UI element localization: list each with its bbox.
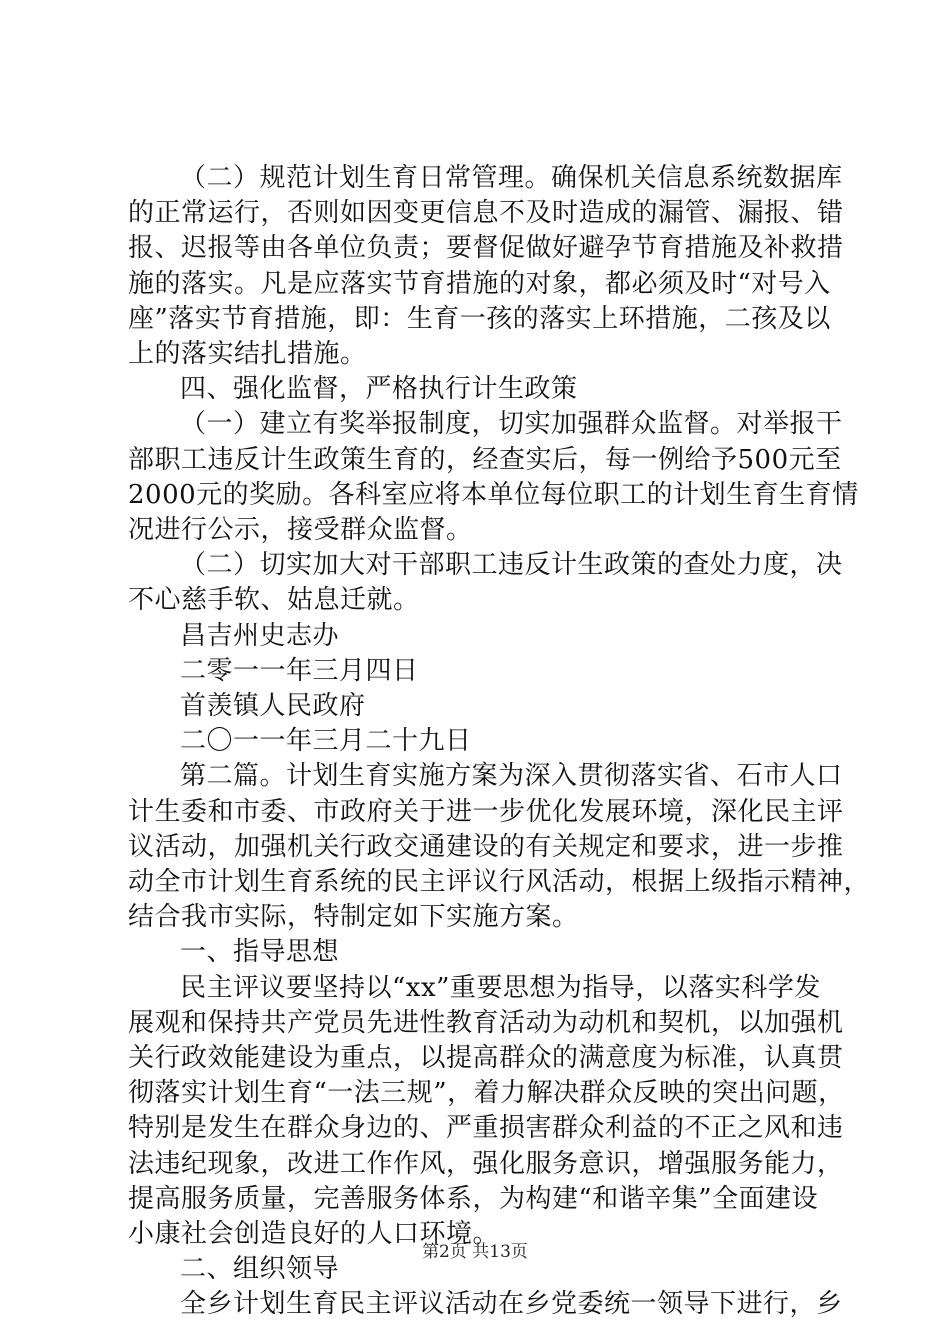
- text-line: （二）切实加大对干部职工违反计生政策的查处力度，决: [180, 550, 843, 581]
- text-line: 昌吉州史志办: [180, 620, 340, 651]
- text-line: 2000元的奖励。各科室应将本单位每位职工的计划生育生育情: [128, 479, 859, 510]
- text-line: 的正常运行，否则如因变更信息不及时造成的漏管、漏报、错: [128, 198, 844, 229]
- text-line: 部职工违反计生政策生育的，经查实后，每一例给予500元至: [128, 444, 842, 475]
- page-footer: 第2页 共13页: [422, 1242, 528, 1262]
- text-line: 计生委和市委、市政府关于进一步优化发展环境，深化民主评: [128, 796, 844, 827]
- text-line: 小康社会创造良好的人口环境。: [128, 1219, 500, 1249]
- text-line: 关行政效能建设为重点，以提高群众的满意度为标准，认真贯: [128, 1043, 844, 1073]
- text-line: 二零一一年三月四日: [180, 655, 419, 686]
- text-line: 上的落实结扎措施。: [128, 339, 367, 369]
- text-line: 动全市计划生育系统的民主评议行风活动，根据上级指示精神，: [128, 867, 871, 897]
- text-line: 民主评议要坚持以“xx”重要思想为指导，以落实科学发: [180, 972, 821, 1003]
- text-line: 二〇一一年三月二十九日: [180, 726, 472, 757]
- text-line: 全乡计划生育民主评议活动在乡党委统一领导下进行，乡: [180, 1289, 843, 1320]
- text-line: 展观和保持共产党员先进性教育活动为动机和契机，以加强机: [128, 1007, 844, 1038]
- text-line: 法违纪现象，改进工作作风，强化服务意识，增强服务能力，: [128, 1148, 844, 1179]
- text-line: 二、组织领导: [180, 1254, 340, 1285]
- text-line: 首羡镇人民政府: [180, 691, 366, 721]
- text-line: 况进行公示，接受群众监督。: [128, 515, 473, 545]
- text-line: （一）建立有奖举报制度，切实加强群众监督。对举报干: [180, 409, 843, 440]
- text-line: （二）规范计划生育日常管理。确保机关信息系统数据库: [180, 163, 843, 193]
- text-line: 不心慈手软、姑息迁就。: [128, 585, 420, 616]
- text-line: 座”落实节育措施，即：生育一孩的落实上环措施，二孩及以: [128, 303, 831, 334]
- text-line: 施的落实。凡是应落实节育措施的对象，都必须及时“对号入: [128, 268, 831, 299]
- text-line: 彻落实计划生育“一法三规”，着力解决群众反映的突出问题，: [128, 1078, 845, 1109]
- text-line: 特别是发生在群众身边的、严重损害群众利益的不正之风和违: [128, 1113, 844, 1144]
- text-line: 报、迟报等由各单位负责；要督促做好避孕节育措施及补救措: [128, 233, 844, 264]
- text-line: 提高服务质量，完善服务体系，为构建“和谐辛集”全面建设: [128, 1183, 819, 1214]
- text-line: 结合我市实际，特制定如下实施方案。: [128, 902, 579, 933]
- text-line: 议活动，加强机关行政交通建设的有关规定和要求，进一步推: [128, 831, 844, 862]
- text-line: 四、强化监督，严格执行计生政策: [180, 374, 578, 405]
- text-line: 一、指导思想: [180, 937, 340, 968]
- text-line: 第二篇。计划生育实施方案为深入贯彻落实省、石市人口: [180, 761, 843, 792]
